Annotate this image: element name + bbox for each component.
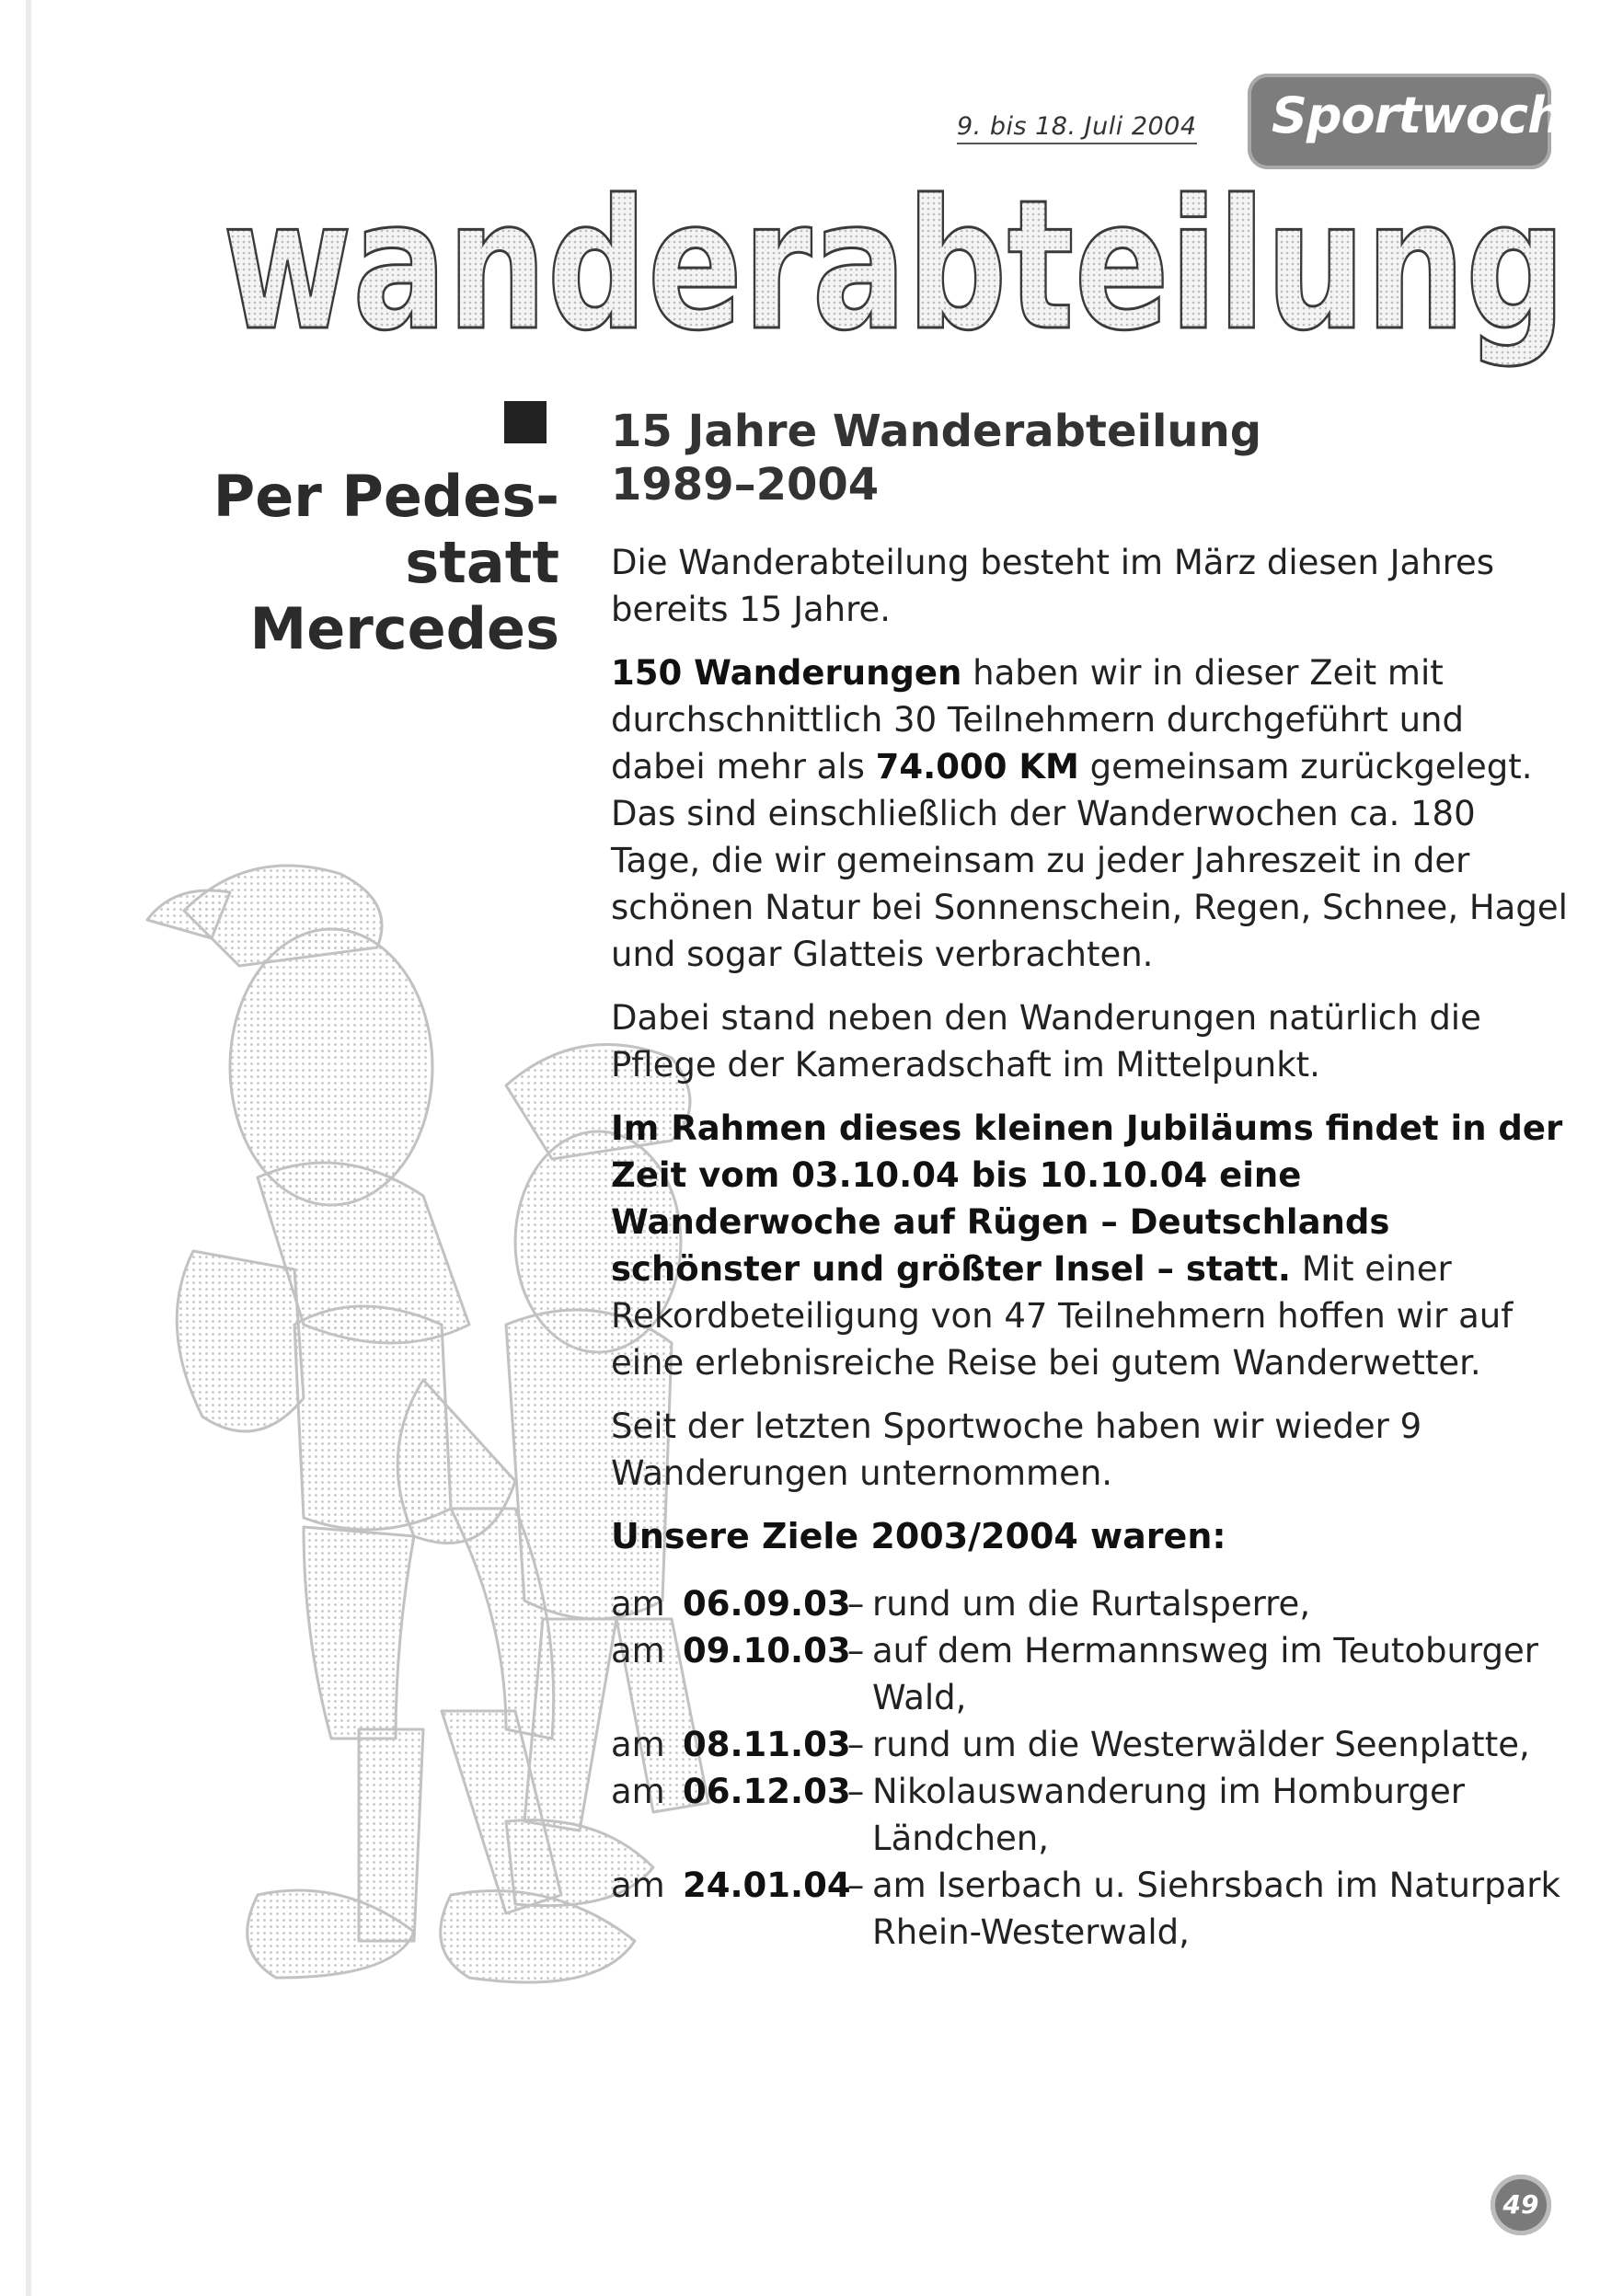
ziel-prefix: am (611, 1631, 665, 1670)
article-p2-text-2: gemeinsam zurückgelegt. Das sind einschließlich der Wanderwochen ca. 180 Tage, die wir gemeinsam zu jeder Jahreszeit in der schönen Natur bei Sonnenschein, Regen, Schnee, Hagel und sogar Glatteis verbrachten. (611, 747, 1568, 974)
ziel-prefix: am (611, 1866, 665, 1905)
subheadline-line-1: Per Pedes- (213, 463, 559, 530)
article (611, 405, 1568, 1956)
ziel-text: am Iserbach u. Siehrsbach im Naturpark Rhein-Westerwald, (872, 1866, 1560, 1952)
section-banner (213, 162, 1575, 375)
subheadline-line-3: Mercedes (249, 595, 559, 662)
ziel-date: 09.10.03 (683, 1631, 851, 1670)
article-title-line-2: 1989–2004 (611, 459, 880, 511)
article-paragraph-4 (611, 1105, 1568, 1386)
sportwoche-badge (1248, 74, 1595, 169)
article-p4-bold: Im Rahmen dieses kleinen Jubiläums findet in der Zeit vom 03.10.04 bis 10.10.04 eine Wanderwoche auf Rügen – Deutschlands schönster und größter Insel – statt. (611, 1108, 1563, 1289)
list-item (611, 1627, 1568, 1721)
sportwoche-badge-label: Sportwoche (1272, 86, 1595, 144)
ziel-dash: – (846, 1631, 865, 1670)
ziel-dash: – (846, 1866, 865, 1905)
subheadline (213, 464, 559, 662)
ziel-dash: – (846, 1725, 865, 1764)
ziel-date: 24.01.04 (683, 1866, 851, 1905)
scan-edge-line (26, 0, 31, 2296)
ziel-text: auf dem Hermannsweg im Teutoburger Wald, (872, 1631, 1538, 1717)
ziel-date: 08.11.03 (683, 1725, 851, 1764)
ziel-prefix: am (611, 1772, 665, 1811)
ziel-prefix: am (611, 1725, 665, 1764)
ziel-text: rund um die Rurtalsperre, (872, 1584, 1311, 1624)
ziel-text: rund um die Westerwälder Seenplatte, (872, 1725, 1530, 1764)
ziel-date: 06.09.03 (683, 1584, 851, 1624)
header-date-range: 9. bis 18. Juli 2004 (957, 112, 1197, 144)
article-paragraph-3: Dabei stand neben den Wanderungen natürlich die Pflege der Kameradschaft im Mittelpunkt. (611, 998, 1481, 1085)
list-item (611, 1721, 1568, 1768)
article-title-line-1: 15 Jahre Wanderabteilung (611, 406, 1262, 457)
ziel-prefix: am (611, 1584, 665, 1624)
article-p4-text: Mit einer Rekordbeteiligung von 47 Teilnehmern hoffen wir auf eine erlebnisreiche Reise bei gutem Wanderwetter. (611, 1249, 1514, 1383)
ziele-heading: Unsere Ziele 2003/2004 waren: (611, 1516, 1226, 1556)
article-paragraph-1: Die Wanderabteilung besteht im März diesen Jahres bereits 15 Jahre. (611, 543, 1495, 629)
list-item (611, 1862, 1568, 1956)
ziel-dash: – (846, 1584, 865, 1624)
ziele-list (611, 1580, 1568, 1956)
subheadline-line-2: statt (405, 529, 559, 596)
article-p2-bold-2: 74.000 KM (875, 747, 1079, 786)
article-p2-text-1: haben wir in dieser Zeit mit durchschnittlich 30 Teilnehmern durchgeführt und dabei mehr als (611, 653, 1464, 786)
ziel-dash: – (846, 1772, 865, 1811)
article-p2-bold-1: 150 Wanderungen (611, 653, 962, 693)
article-paragraph-5: Seit der letzten Sportwoche haben wir wieder 9 Wanderungen unternommen. (611, 1406, 1422, 1493)
list-item (611, 1580, 1568, 1627)
section-banner-title: wanderabteilung (223, 162, 1566, 370)
list-item (611, 1768, 1568, 1862)
article-title (611, 405, 1568, 511)
section-marker-square (504, 401, 547, 443)
page-number: 49 (1491, 2175, 1551, 2235)
ziel-date: 06.12.03 (683, 1772, 851, 1811)
article-paragraph-2 (611, 649, 1568, 978)
ziel-text: Nikolauswanderung im Homburger Ländchen, (872, 1772, 1465, 1858)
